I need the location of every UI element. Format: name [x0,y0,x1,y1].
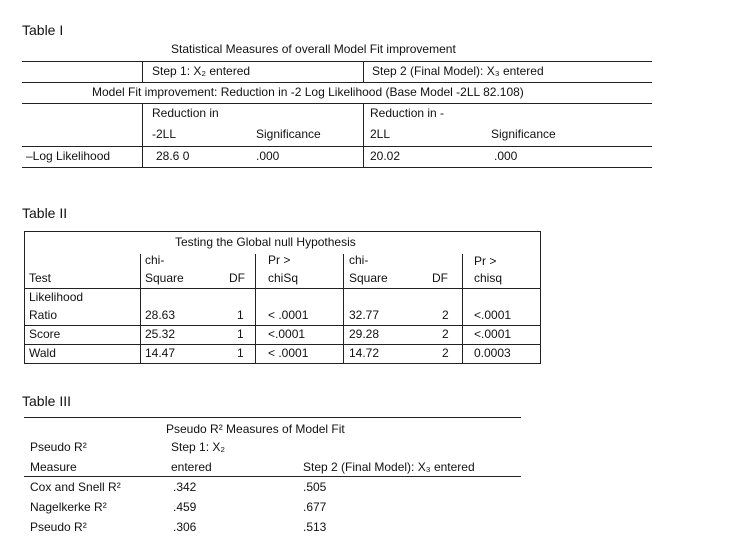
table1-rule [22,103,652,104]
table1-divider [142,103,143,167]
table3-cell-step2: .677 [303,500,327,514]
table3-row-label: Cox and Snell R² [30,480,121,494]
table2-cell-chi2: 14.72 [349,346,380,360]
table1-value-reduction2: 20.02 [370,149,401,163]
table2-cell-df2: 2 [442,346,449,360]
table3-title: Pseudo R² Measures of Model Fit [166,422,345,436]
table1-rule [22,82,652,83]
table1-header-significance1: Significance [256,127,321,141]
table2-header-rule [24,288,541,289]
table1-title: Statistical Measures of overall Model Fit improvement [171,42,456,56]
table1-header-2ll-2: 2LL [370,127,391,141]
table2-header-df2: DF [432,271,448,285]
table2-cell-chi1: 28.63 [145,308,176,322]
table1-subtitle: Model Fit improvement: Reduction in -2 Log Likelihood (Base Model -2LL 82.108) [92,85,524,99]
table2-col-divider [343,254,344,364]
table3-cell-step1: .306 [173,520,197,534]
table2-header-pr1-b: chiSq [268,271,299,285]
table2-header-pr2-b: chisq [474,271,503,285]
table2-cell-pr1: <.0001 [268,327,306,341]
table2-cell-df1: 1 [237,327,244,341]
table2-cell-chi1: 25.32 [145,327,176,341]
table1-header-significance2: Significance [491,127,556,141]
table3-cell-step1: .459 [173,500,197,514]
table2-cell-pr2: 0.0003 [474,346,511,360]
table2-row-label: Wald [29,346,56,360]
table1-step2: Step 2 (Final Model): X₃ entered [372,64,544,78]
table2-col-divider [140,254,141,364]
table2-cell-df2: 2 [442,308,449,322]
table2-row-rule [24,344,541,345]
table2-cell-pr1: < .0001 [268,308,309,322]
table2-header-chi1-b: Square [145,271,184,285]
table1-row-label: –Log Likelihood [26,149,111,163]
table2-row-label: Ratio [29,308,58,322]
table3-cell-step2: .513 [303,520,327,534]
table1-header-2ll-1: -2LL [152,127,177,141]
table2-header-chi2-b: Square [349,271,388,285]
table1-value-significance1: .000 [256,149,280,163]
table3-row-label: Nagelkerke R² [30,500,107,514]
table2-cell-df2: 2 [442,327,449,341]
table3-rule-top [24,417,521,418]
table2-header-test: Test [29,271,52,285]
table2-header-pr1-a: Pr > [268,253,291,267]
table2-row-label-a: Likelihood [29,290,84,304]
table1-caption: Table I [22,22,64,38]
table1-divider [363,61,364,82]
table3-row-label: Pseudo R² [30,520,87,534]
table2-cell-df1: 1 [237,346,244,360]
table2-cell-chi1: 14.47 [145,346,176,360]
table3-header-step1-a: Step 1: X₂ [171,440,226,454]
table2-cell-chi2: 29.28 [349,327,380,341]
table2-header-df1: DF [229,271,245,285]
table3-header-rule [24,476,521,477]
table1-rule [22,146,652,147]
table1-value-significance2: .000 [494,149,518,163]
table3-header-step1-b: entered [171,460,212,474]
table2-cell-pr2: <.0001 [474,308,512,322]
table3-header-step2: Step 2 (Final Model): X₃ entered [303,460,475,474]
table3-header-pseudo: Pseudo R² [30,440,87,454]
table2-cell-df1: 1 [237,308,244,322]
table1-value-reduction1: 28.6 0 [156,149,190,163]
table3-cell-step2: .505 [303,480,327,494]
table1-header-reduction1: Reduction in [152,106,219,120]
table1-rule-bottom [22,167,652,168]
table2-header-chi1-a: chi- [145,253,165,267]
table1-divider [363,103,364,167]
table3-header-measure: Measure [30,460,77,474]
table2-cell-pr1: < .0001 [268,346,309,360]
table2-caption: Table II [22,205,68,221]
table1-step1: Step 1: X₂ entered [152,64,251,78]
table2-col-divider [462,254,463,364]
table2-header-pr2-a: Pr > [474,254,497,268]
table3-cell-step1: .342 [173,480,197,494]
table2-row-label: Score [29,327,61,341]
table2-header-chi2-a: chi- [349,253,369,267]
table2-cell-chi2: 32.77 [349,308,380,322]
table3-caption: Table III [22,393,72,409]
table1-rule-top [22,61,652,62]
table2-col-divider [255,254,256,364]
table1-divider [142,61,143,82]
table2-cell-pr2: <.0001 [474,327,512,341]
table2-title: Testing the Global null Hypothesis [175,235,356,249]
table1-header-reduction2: Reduction in - [370,106,445,120]
table2-row-rule [24,325,541,326]
